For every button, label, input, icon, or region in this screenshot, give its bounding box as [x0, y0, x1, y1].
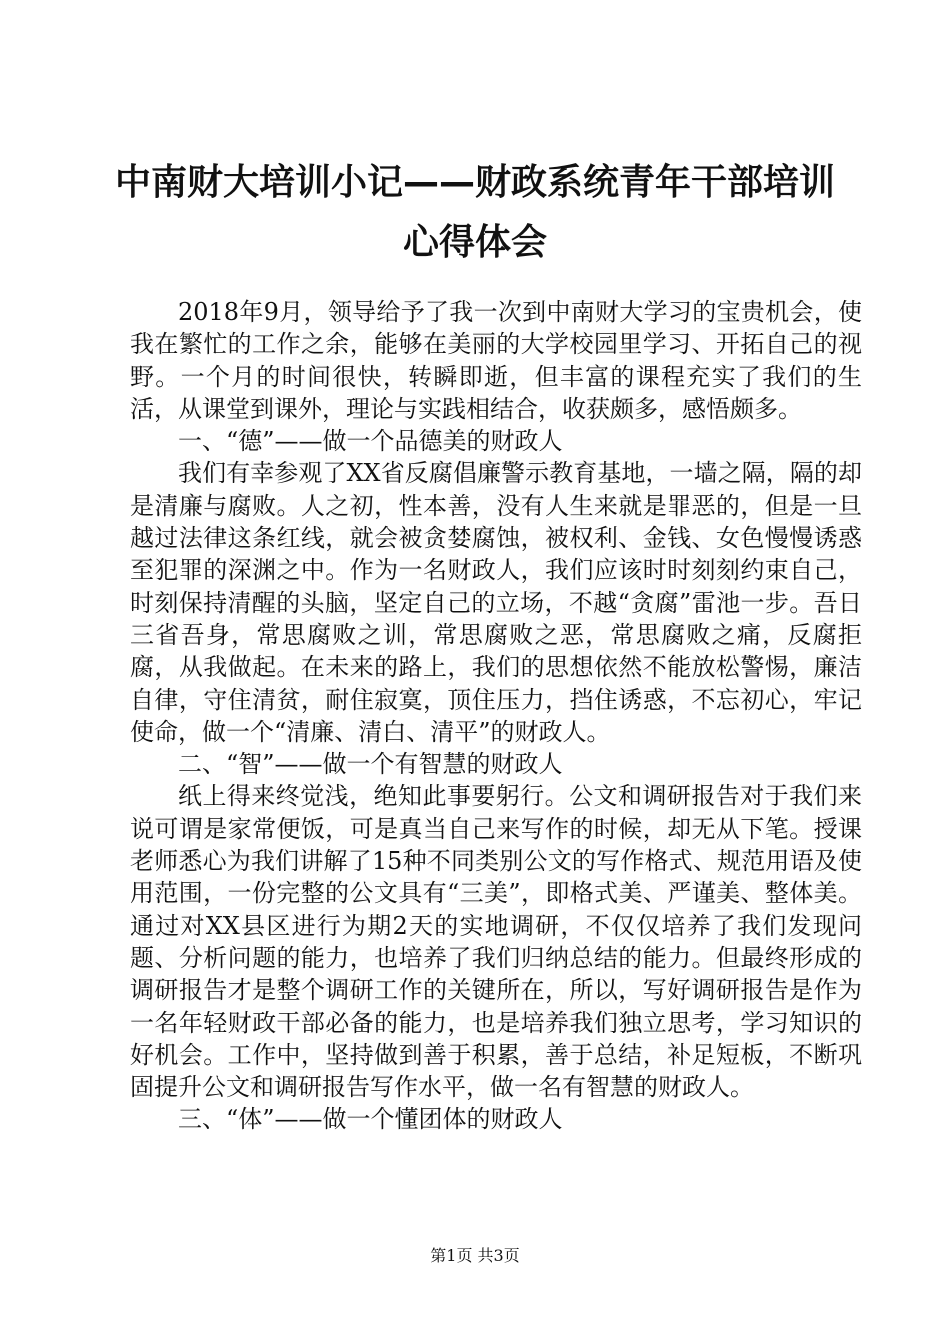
section-heading-de: 一、“德”——做一个品德美的财政人 [178, 427, 563, 456]
section-heading-ti: 三、“体”——做一个懂团体的财政人 [178, 1105, 563, 1134]
document-body [130, 296, 862, 1136]
paragraph-intro: 2018年9月，领导给予了我一次到中南财大学习的宝贵机会，使我在繁忙的工作之余，能够在美丽的大学校园里学习、开拓自己的视野。一个月的时间很快，转瞬即逝，但丰富的课程充实了我们的生活，从课堂到课外，理论与实践相结合，收获颇多，感悟颇多。 [130, 298, 862, 423]
document-title-line-2: 心得体会 [402, 222, 547, 263]
paragraph-de: 我们有幸参观了XX省反腐倡廉警示教育基地，一墙之隔，隔的却是清廉与腐败。人之初，性本善，没有人生来就是罪恶的，但是一旦越过法律这条红线，就会被贪婪腐蚀，被权利、金钱、女色慢慢诱惑至犯罪的深渊之中。作为一名财政人，我们应该时时刻刻约束自己，时刻保持清醒的头脑，坚定自己的立场，不越“贪腐”雷池一步。吾日三省吾身，常思腐败之训，常思腐败之恶，常思腐败之痛，反腐拒腐，从我做起。在未来的路上，我们的思想依然不能放松警惕，廉洁自律，守住清贫，耐住寂寞，顶住压力，挡住诱惑，不忘初心，牢记使命，做一个“清廉、清白、清平”的财政人。 [130, 459, 862, 746]
section-heading-zhi: 二、“智”——做一个有智慧的财政人 [178, 750, 563, 779]
paragraph-zhi: 纸上得来终觉浅，绝知此事要躬行。公文和调研报告对于我们来说可谓是家常便饭，可是真当自己来写作的时候，却无从下笔。授课老师悉心为我们讲解了15种不同类别公文的写作格式、规范用语及使用范围，一份完整的公文具有“三美”，即格式美、严谨美、整体美。通过对XX县区进行为期2天的实地调研，不仅仅培养了我们发现问题、分析问题的能力，也培养了我们归纳总结的能力。但最终形成的调研报告才是整个调研工作的关键所在，所以，写好调研报告是作为一名年轻财政干部必备的能力，也是培养我们独立思考，学习知识的好机会。工作中，坚持做到善于积累，善于总结，补足短板，不断巩固提升公文和调研报告写作水平，做一名有智慧的财政人。 [130, 782, 862, 1102]
page-number-footer: 第1页 共3页 [430, 1246, 520, 1265]
document-title-line-1: 中南财大培训小记——财政系统青年干部培训 [114, 162, 835, 203]
